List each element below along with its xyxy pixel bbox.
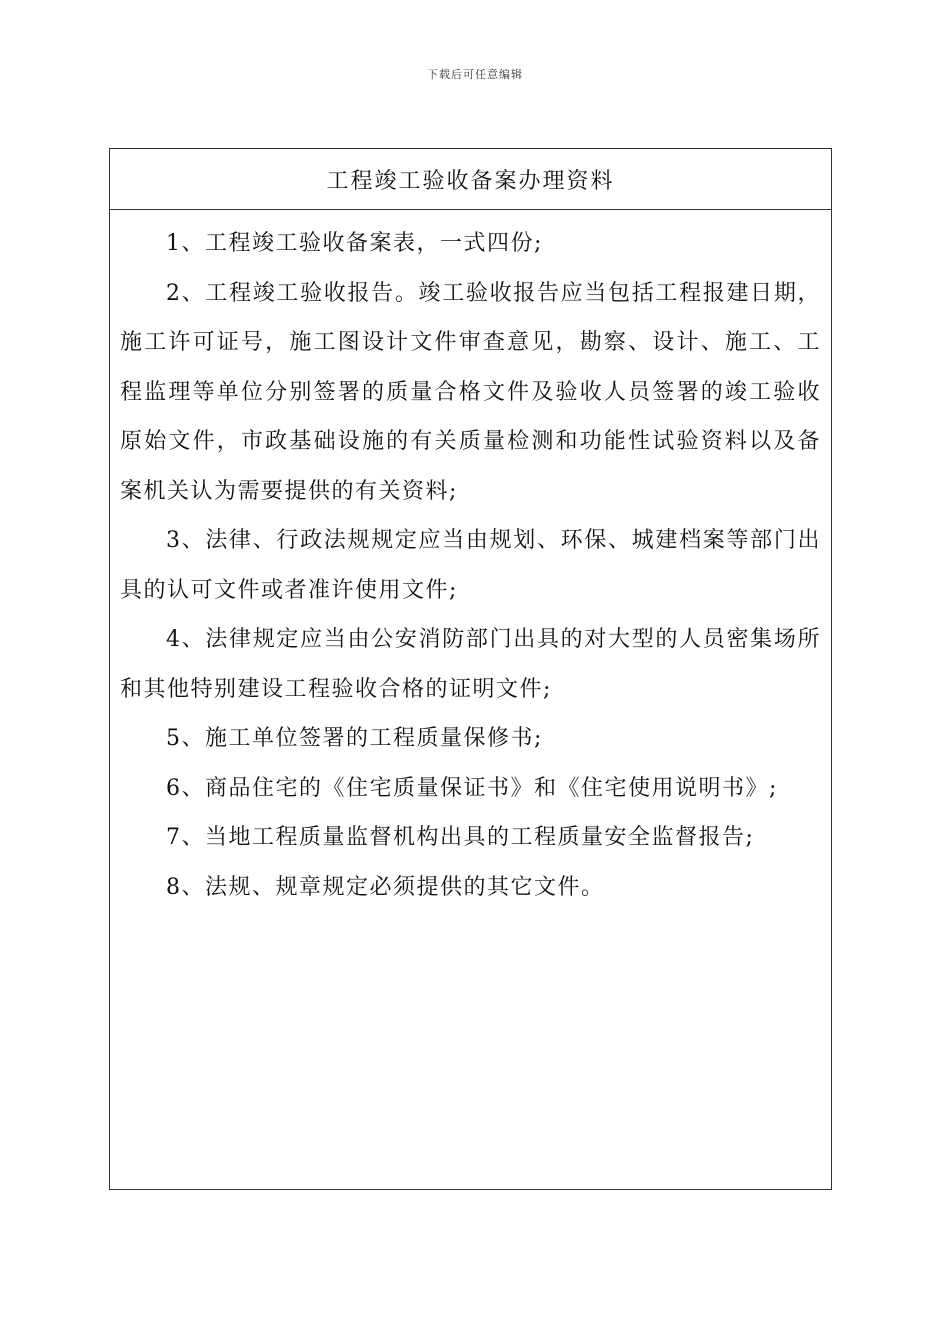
list-item: 3、法律、行政法规规定应当由规划、环保、城建档案等部门出具的认可文件或者准许使用文件; bbox=[120, 528, 821, 603]
list-item: 8、法规、规章规定必须提供的其它文件。 bbox=[166, 874, 605, 900]
document-table bbox=[109, 148, 832, 1190]
header-note: 下载后可任意编辑 bbox=[427, 68, 523, 81]
list-item: 6、商品住宅的《住宅质量保证书》和《住宅使用说明书》; bbox=[166, 775, 778, 801]
table-title: 工程竣工验收备案办理资料 bbox=[110, 149, 831, 210]
table-content bbox=[110, 210, 831, 912]
list-item: 4、法律规定应当由公安消防部门出具的对大型的人员密集场所和其他特别建设工程验收合格的证明文件; bbox=[120, 627, 821, 702]
list-item: 5、施工单位签署的工程质量保修书; bbox=[166, 726, 543, 751]
list-item: 1、工程竣工验收备案表，一式四份; bbox=[166, 231, 543, 256]
list-item: 7、当地工程质量监督机构出具的工程质量安全监督报告; bbox=[166, 825, 755, 850]
list-item: 2、工程竣工验收报告。竣工验收报告应当包括工程报建日期，施工许可证号，施工图设计文件审查意见，勘察、设计、施工、工程监理等单位分别签署的质量合格文件及验收人员签署的竣工验收原始文件，市政基础设施的有关质量检测和功能性试验资料以及备案机关认为需要提供的有关资料; bbox=[120, 280, 821, 504]
